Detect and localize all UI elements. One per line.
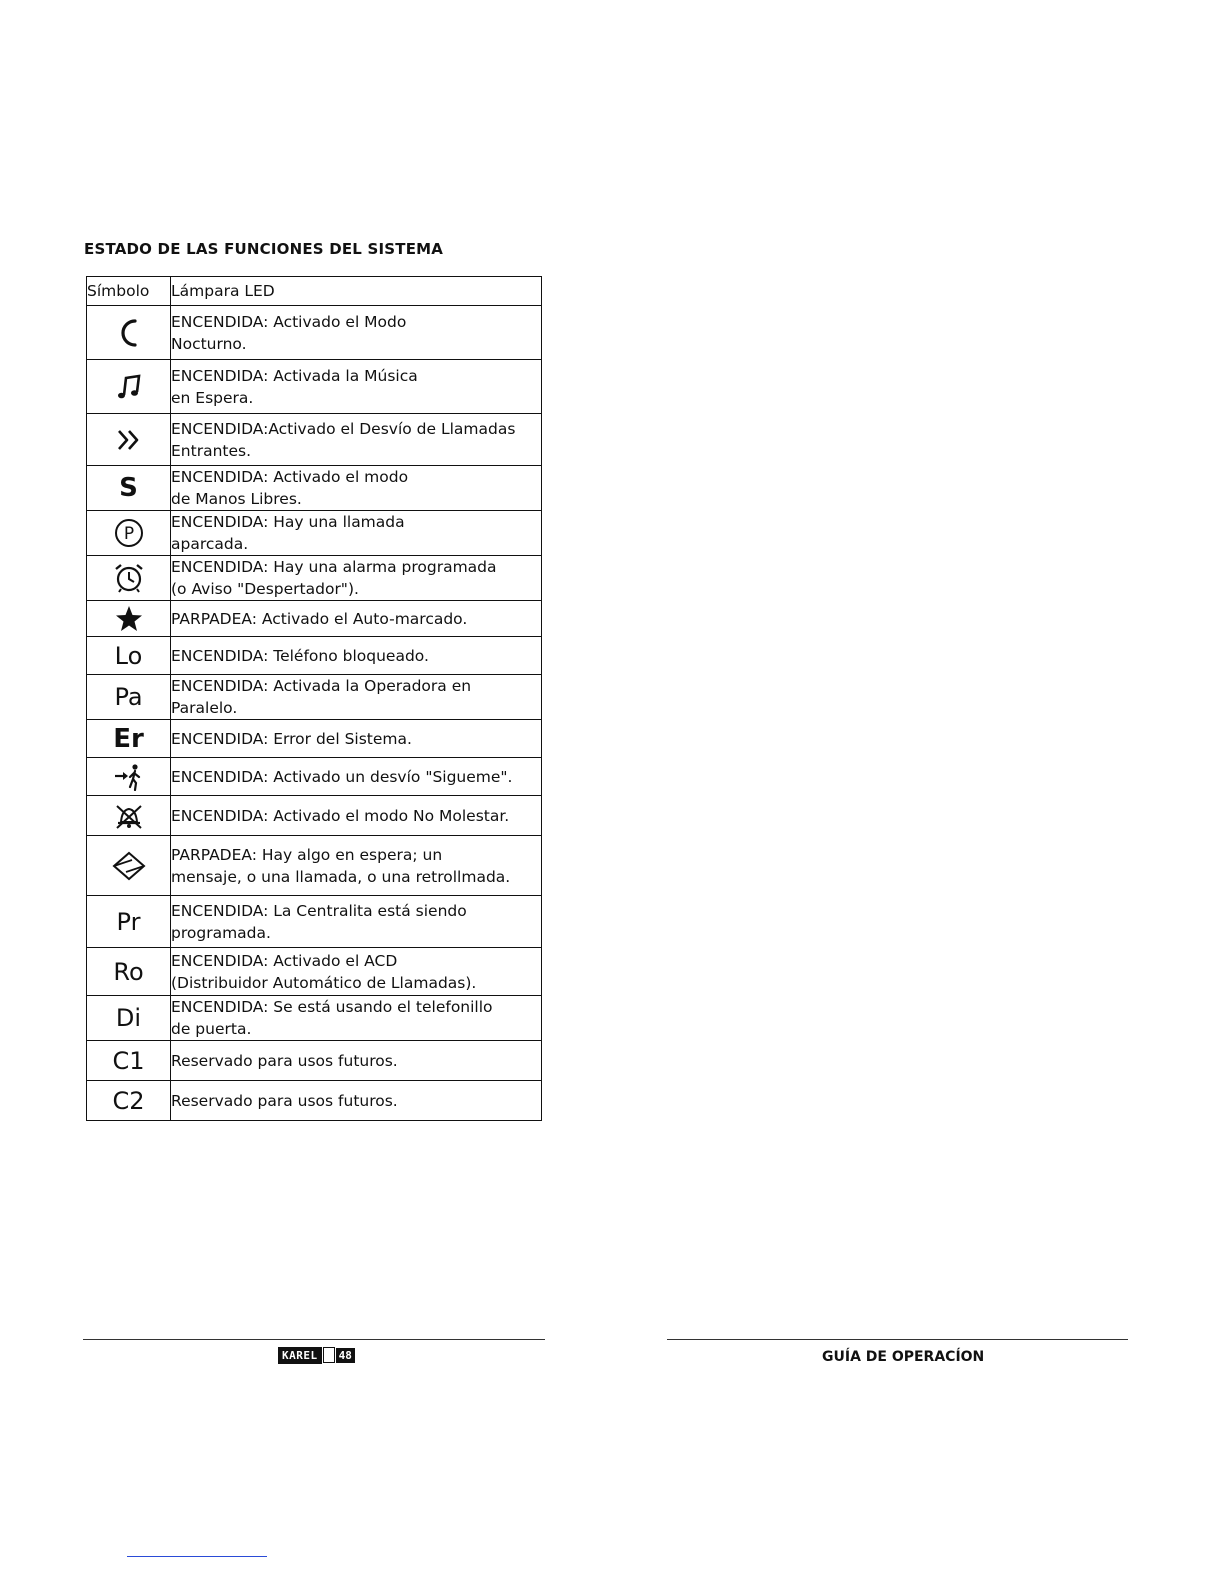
symbol-cell: [87, 1041, 171, 1081]
symbol-cell: [87, 306, 171, 360]
symbol-cell: [87, 466, 171, 511]
description-cell: [171, 758, 542, 796]
music-note-icon: [115, 376, 143, 395]
symbol-cell: [87, 996, 171, 1041]
table-header-row: [87, 277, 542, 306]
description-cell: [171, 796, 542, 836]
table-row: [87, 1041, 542, 1081]
symbol-text: Ro: [113, 957, 144, 986]
description-line: Reservado para usos futuros.: [171, 1051, 398, 1070]
description-line: de Manos Libres.: [171, 490, 302, 508]
description-line: ENCENDIDA: Activado el modo No Molestar.: [171, 806, 510, 825]
description-line: (Distribuidor Automático de Llamadas).: [171, 973, 477, 992]
led-status-table: [86, 276, 542, 1121]
table-row: [87, 637, 542, 675]
table-row: [87, 601, 542, 637]
symbol-cell: [87, 896, 171, 948]
bottom-link-underline: [127, 1556, 267, 1557]
symbol-text: Pa: [114, 683, 143, 711]
footer-rule-left: [83, 1339, 545, 1340]
table-row: [87, 556, 542, 601]
description-line: Nocturno.: [171, 334, 247, 353]
description-line: Entrantes.: [171, 441, 252, 460]
description-line: ENCENDIDA: Error del Sistema.: [171, 729, 412, 748]
section-title: ESTADO DE LAS FUNCIONES DEL SISTEMA: [84, 240, 444, 258]
symbol-cell: [87, 414, 171, 466]
description-line: ENCENDIDA: La Centralita está siendo: [171, 901, 467, 920]
svg-text:P: P: [123, 524, 134, 544]
symbol-cell: [87, 796, 171, 836]
description-line: de puerta.: [171, 1020, 252, 1038]
symbol-cell: [87, 556, 171, 601]
logo-separator: [323, 1347, 335, 1363]
description-line: ENCENDIDA: Activado el modo: [171, 468, 409, 486]
symbol-text: C1: [112, 1046, 145, 1075]
table-row: [87, 758, 542, 796]
description-cell: [171, 306, 542, 360]
symbol-cell: [87, 601, 171, 637]
description-cell: [171, 836, 542, 896]
symbol-cell: [87, 720, 171, 758]
description-line: en Espera.: [171, 388, 254, 407]
description-line: programada.: [171, 923, 271, 942]
description-cell: [171, 675, 542, 720]
table-row: [87, 796, 542, 836]
description-line: ENCENDIDA: Hay una llamada: [171, 513, 405, 531]
table-row: [87, 675, 542, 720]
description-line: PARPADEA: Hay algo en espera; un: [171, 845, 443, 864]
description-line: Reservado para usos futuros.: [171, 1091, 398, 1110]
description-cell: [171, 896, 542, 948]
alarm-clock-icon: [113, 568, 145, 587]
description-line: ENCENDIDA: Activada la Música: [171, 366, 418, 385]
moon-icon: [116, 322, 142, 341]
description-line: ENCENDIDA:Activado el Desvío de Llamadas: [171, 419, 516, 438]
description-cell: [171, 360, 542, 414]
description-line: mensaje, o una llamada, o una retrollmada.: [171, 867, 511, 886]
led-column-header: Lámpara LED: [171, 277, 542, 306]
envelope-icon: [112, 855, 146, 874]
description-line: aparcada.: [171, 535, 249, 553]
symbol-text: Er: [113, 723, 144, 754]
description-cell: [171, 466, 542, 511]
description-cell: [171, 637, 542, 675]
logo-brand: KAREL: [278, 1347, 322, 1364]
symbol-text: S: [119, 473, 138, 503]
park-icon: [114, 523, 144, 542]
description-cell: [171, 414, 542, 466]
symbol-cell: [87, 1081, 171, 1121]
symbol-cell: [87, 637, 171, 675]
symbol-cell: [87, 758, 171, 796]
description-cell: [171, 601, 542, 637]
symbol-text: Lo: [114, 641, 143, 670]
guide-title: GUÍA DE OPERACÍON: [822, 1349, 985, 1365]
description-line: ENCENDIDA: Activada la Operadora en: [171, 677, 472, 695]
symbol-text: Pr: [116, 907, 141, 936]
table-row: [87, 414, 542, 466]
description-line: ENCENDIDA: Teléfono bloqueado.: [171, 646, 429, 665]
do-not-disturb-icon: [113, 805, 145, 824]
description-cell: [171, 996, 542, 1041]
symbol-cell: [87, 675, 171, 720]
description-cell: [171, 1081, 542, 1121]
symbol-cell: [87, 948, 171, 996]
table-row: [87, 720, 542, 758]
description-line: ENCENDIDA: Activado el Modo: [171, 312, 407, 331]
description-cell: [171, 948, 542, 996]
description-cell: [171, 511, 542, 556]
karel-logo: [278, 1347, 355, 1363]
footer-rule-right: [667, 1339, 1128, 1340]
description-line: ENCENDIDA: Activado el ACD: [171, 951, 398, 970]
description-line: ENCENDIDA: Se está usando el telefonillo: [171, 998, 493, 1016]
table-row: [87, 306, 542, 360]
symbol-cell: [87, 836, 171, 896]
description-cell: [171, 1041, 542, 1081]
description-line: (o Aviso "Despertador").: [171, 580, 359, 598]
table-row: [87, 511, 542, 556]
table-row: [87, 466, 542, 511]
table-row: [87, 1081, 542, 1121]
double-chevron-icon: [115, 429, 143, 448]
star-icon: [115, 608, 143, 627]
follow-me-icon: [113, 766, 145, 785]
description-line: PARPADEA: Activado el Auto-marcado.: [171, 609, 468, 628]
description-cell: [171, 720, 542, 758]
symbol-text: C2: [112, 1086, 145, 1115]
symbol-cell: [87, 511, 171, 556]
description-line: ENCENDIDA: Activado un desvío "Sigueme".: [171, 767, 513, 786]
table-row: [87, 896, 542, 948]
description-line: Paralelo.: [171, 699, 238, 717]
table-row: [87, 948, 542, 996]
logo-model: 48: [336, 1348, 355, 1363]
table-row: [87, 996, 542, 1041]
table-row: [87, 836, 542, 896]
table-row: [87, 360, 542, 414]
description-cell: [171, 556, 542, 601]
symbol-column-header: Símbolo: [87, 277, 171, 306]
symbol-cell: [87, 360, 171, 414]
description-line: ENCENDIDA: Hay una alarma programada: [171, 558, 497, 576]
symbol-text: Di: [115, 1004, 142, 1032]
